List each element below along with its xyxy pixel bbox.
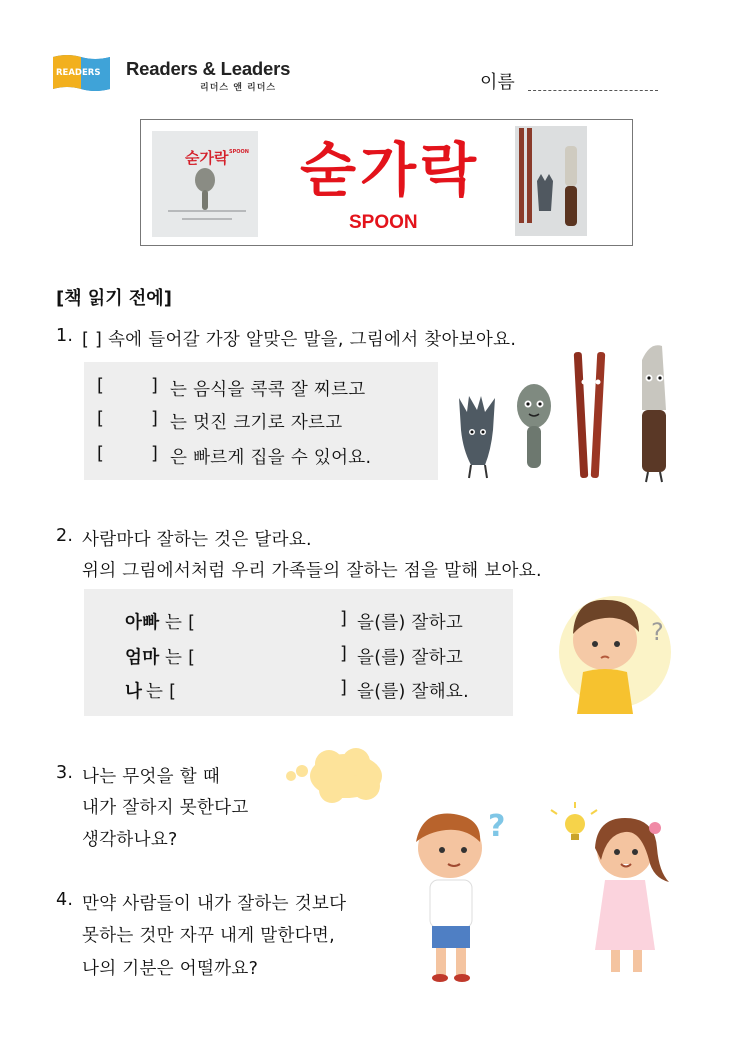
q2-blank-me[interactable]: ] <box>340 678 348 698</box>
q2-line-1: 사람마다 잘하는 것은 달라요. <box>82 530 312 550</box>
q3-line-2: 내가 잘하지 못한다고 <box>82 798 249 818</box>
q2-who-me: 나 <box>125 682 143 702</box>
q2-number: 2. <box>56 526 74 546</box>
name-label: 이름 <box>480 72 515 93</box>
q2-open-dad: 는 [ <box>165 613 196 633</box>
q2-line-2: 위의 그림에서처럼 우리 가족들의 잘하는 점을 말해 보아요. <box>82 561 542 581</box>
q2-tail-dad: 을(를) 잘하고 <box>357 613 464 633</box>
girl-with-idea <box>545 800 680 980</box>
chopsticks-character <box>572 352 612 482</box>
cover-title: 숟가락 <box>185 149 229 167</box>
q2-open-me: 는 [ <box>146 682 177 702</box>
svg-text:?: ? <box>651 618 664 646</box>
q4-line-2: 못하는 것만 자꾸 내게 말한다면, <box>82 926 335 946</box>
logo-text: READERS <box>56 68 101 78</box>
brand-korean: 리더스 앤 리더스 <box>200 83 277 93</box>
fork-character <box>455 390 500 480</box>
book-title: 숟가락 <box>300 136 481 204</box>
q4-number: 4. <box>56 890 74 910</box>
q2-who-mom: 엄마 <box>125 648 160 668</box>
q1-line-1: 는 음식을 콕콕 잘 찌르고 <box>170 380 366 400</box>
name-input-line[interactable] <box>528 90 658 91</box>
q4-line-1: 만약 사람들이 내가 잘하는 것보다 <box>82 894 347 914</box>
section-heading: [책 읽기 전에] <box>56 288 172 309</box>
spoon-character <box>512 382 557 480</box>
q2-who-dad: 아빠 <box>125 613 160 633</box>
q2-tail-me: 을(를) 잘해요. <box>357 682 470 702</box>
q3-number: 3. <box>56 763 74 783</box>
q1-line-3: 은 빠르게 집을 수 있어요. <box>170 448 372 468</box>
q3-line-1: 나는 무엇을 할 때 <box>82 767 221 787</box>
q1-blank-3[interactable]: [ ] <box>97 444 159 464</box>
q1-blank-1[interactable]: [ ] <box>97 376 159 396</box>
cover-footer-lines <box>182 218 232 220</box>
q2-blank-mom[interactable]: ] <box>340 644 348 664</box>
q1-line-2: 는 멋진 크기로 자르고 <box>170 413 343 433</box>
q4-line-3: 나의 기분은 어떨까요? <box>82 959 259 979</box>
q2-blank-dad[interactable]: ] <box>340 609 348 629</box>
svg-text:?: ? <box>488 809 506 844</box>
cover-footer-lines <box>168 210 246 212</box>
banner-utensils-icon <box>515 126 587 236</box>
q2-tail-mom: 을(를) 잘하고 <box>357 648 464 668</box>
q2-open-mom: 는 [ <box>165 648 196 668</box>
q1-number: 1. <box>56 326 74 346</box>
thought-cloud <box>284 748 386 806</box>
thinking-boy <box>565 592 675 717</box>
q1-blank-2[interactable]: [ ] <box>97 409 159 429</box>
brand-name: Readers & Leaders <box>126 58 291 79</box>
q3-line-3: 생각하나요? <box>82 830 178 850</box>
knife-character <box>632 340 677 485</box>
confused-boy <box>408 806 518 984</box>
light-bulb-icon <box>551 802 597 840</box>
book-subtitle: SPOON <box>349 212 418 233</box>
cover-spoon-label: SPOON <box>229 149 249 155</box>
q1-prompt: [ ] 속에 들어갈 가장 알맞은 말을, 그림에서 찾아보아요. <box>82 330 517 350</box>
